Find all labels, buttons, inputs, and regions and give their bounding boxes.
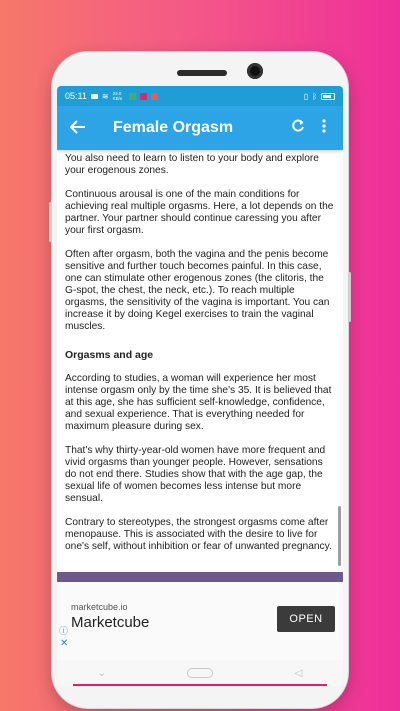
data-speed: 23.0 KB/s <box>112 91 123 101</box>
wifi-icon: ≋ <box>101 91 109 101</box>
news-icon <box>151 93 158 100</box>
scrollbar[interactable] <box>338 506 341 566</box>
section-heading: Orgasms and age <box>65 349 154 361</box>
article-paragraph: You also need to learn to listen to your body and explore your erogenous zones. <box>65 153 319 176</box>
nav-back-icon[interactable]: ◁ <box>294 667 303 679</box>
battery-icon <box>321 93 335 100</box>
article-paragraph: That's why thirty-year-old women have more frequent and vivid orgasms than younger people. However, sensations do not end there. Studies show that with the age gap, the sexual life of women becomes less intense but more sensual. <box>65 445 326 504</box>
nav-home-icon[interactable] <box>187 668 213 678</box>
ad-info-icon[interactable]: ⓘ <box>59 626 69 636</box>
page-title: Female Orgasm <box>113 119 234 136</box>
more-vert-icon[interactable] <box>311 119 337 138</box>
ad-divider <box>57 572 343 582</box>
arrow-back-icon[interactable] <box>63 118 93 139</box>
front-camera <box>247 63 263 79</box>
status-right <box>304 92 335 101</box>
status-left <box>65 91 158 101</box>
volume-button <box>49 202 52 242</box>
ad-advertiser-name[interactable]: Marketcube <box>71 614 150 631</box>
vibrate-icon: ▯ <box>303 91 309 101</box>
phone-screen <box>57 86 343 686</box>
ad-open-button[interactable]: OPEN <box>277 606 335 632</box>
article-scroll-area[interactable] <box>57 150 343 572</box>
article-body <box>57 150 343 553</box>
app-notification-icon <box>129 93 136 100</box>
article-paragraph: Often after orgasm, both the vagina and the penis become sensitive and further touch becomes painful. In this case, one can stimulate other erogenous zones (the clitoris, the G-spot, the chest, the neck, etc.). To reach multiple orgasms, the sensitivity of the vagina is important. You can increase it by doing Kegel exercises to train the vaginal muscles. <box>65 249 330 332</box>
article-paragraph: Continuous arousal is one of the main conditions for achieving real multiple orgasms. Here, a lot depends on the partner. Your partner should continue caressing you after your first orgasm. <box>65 189 334 236</box>
ad-banner[interactable] <box>57 582 343 660</box>
app-bar <box>57 106 343 150</box>
network-icon <box>91 94 98 99</box>
phone-frame <box>52 52 348 708</box>
ad-domain: marketcube.io <box>71 602 128 612</box>
ad-close-icon[interactable]: ✕ <box>60 638 69 649</box>
article-paragraph: Contrary to stereotypes, the strongest orgasms come after menopause. This is associated with the desire to live for one's self, without inhibition or fear of unwanted pregnancy. <box>65 517 332 552</box>
article-paragraph: According to studies, a woman will experience her most intense orgasm only by the time she's 35. It is believed that at this age, she has sufficient self-knowledge, confidence, and sexual experience. That is everything needed for maximum pleasure during sex. <box>65 373 332 432</box>
bluetooth-icon: ᛒ <box>312 91 317 101</box>
refresh-icon[interactable] <box>285 119 311 138</box>
status-bar <box>57 86 343 106</box>
nav-recent-icon[interactable]: ⌄ <box>97 667 107 679</box>
system-nav-bar <box>57 660 343 686</box>
status-time: 05:11 <box>65 91 87 101</box>
bottom-accent-line <box>73 684 327 686</box>
instagram-icon <box>140 93 147 100</box>
power-button <box>348 272 351 322</box>
earpiece-speaker <box>177 70 227 76</box>
